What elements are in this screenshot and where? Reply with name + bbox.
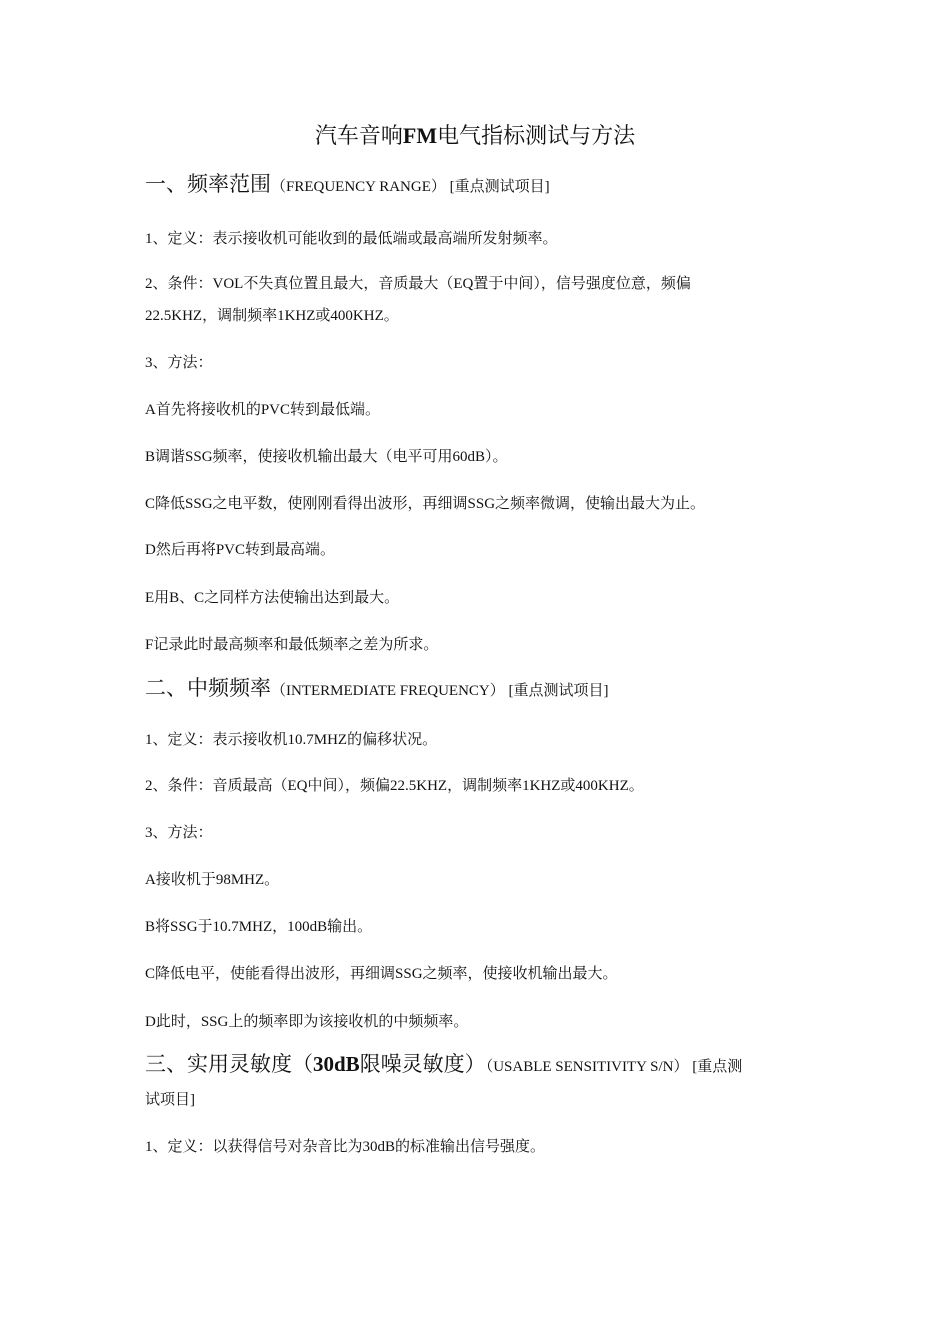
s2-line-6: C降低电平，使能看得出波形，再细调SSG之频率，使接收机输出最大。 xyxy=(145,966,618,982)
s2-line-3: 3、方法： xyxy=(145,825,213,841)
s2-line-5: B将SSG于10.7MHZ，100dB输出。 xyxy=(145,919,373,935)
section-2-heading-en: （INTERMEDIATE FREQUENCY） [重点测试项目] xyxy=(271,683,609,699)
s1-line-3: 22.5KHZ，调制频率1KHZ或400KHZ。 xyxy=(145,308,399,324)
section-3-heading xyxy=(145,1050,805,1081)
section-3-heading-pre: 三、实用灵敏度（ xyxy=(145,1052,313,1076)
section-3-heading-post: 限噪灵敏度） xyxy=(359,1052,486,1076)
s1-line-6: B调谐SSG频率，使接收机输出最大（电平可用60dB）。 xyxy=(145,449,508,465)
s1-line-8: D然后再将PVC转到最高端。 xyxy=(145,542,336,558)
document-title xyxy=(0,122,950,150)
s1-line-7: C降低SSG之电平数，使刚刚看得出波形，再细调SSG之频率微调，使输出最大为止。 xyxy=(145,496,706,512)
s1-line-2: 2、条件：VOL不失真位置且最大，音质最大（EQ置于中间），信号强度位意，频偏 xyxy=(145,276,691,292)
s2-line-1: 1、定义：表示接收机10.7MHZ的偏移状况。 xyxy=(145,732,438,748)
section-3-heading-en: （USABLE SENSITIVITY S/N） [重点测 xyxy=(485,1059,743,1075)
s3-line-1: 1、定义：以获得信号对杂音比为30dB的标准输出信号强度。 xyxy=(145,1139,546,1155)
s2-line-2: 2、条件：音质最高（EQ中间），频偏22.5KHZ，调制频率1KHZ或400KHZ。 xyxy=(145,778,644,794)
s1-line-10: F记录此时最高频率和最低频率之差为所求。 xyxy=(145,637,439,653)
section-1-heading-zh: 一、频率范围 xyxy=(145,172,271,196)
section-2-heading xyxy=(145,674,805,705)
section-1-heading xyxy=(145,170,805,201)
s1-line-4: 3、方法： xyxy=(145,355,213,371)
section-2-heading-zh: 二、中频频率 xyxy=(145,676,271,700)
section-3-heading-cont: 试项目] xyxy=(145,1092,195,1108)
s1-line-9: E用B、C之同样方法使输出达到最大。 xyxy=(145,590,400,606)
s2-line-7: D此时，SSG上的频率即为该接收机的中频频率。 xyxy=(145,1014,469,1030)
title-bold: FM xyxy=(402,123,438,148)
s1-line-1: 1、定义：表示接收机可能收到的最低端或最高端所发射频率。 xyxy=(145,231,558,247)
s1-line-5: A首先将接收机的PVC转到最低端。 xyxy=(145,402,381,418)
section-1-heading-en: （FREQUENCY RANGE） [重点测试项目] xyxy=(271,179,550,195)
title-post: 电气指标测试与方法 xyxy=(437,123,636,148)
s2-line-4: A接收机于98MHZ。 xyxy=(145,872,280,888)
section-3-heading-bold: 30dB xyxy=(313,1052,360,1076)
title-pre: 汽车音响 xyxy=(314,123,403,148)
